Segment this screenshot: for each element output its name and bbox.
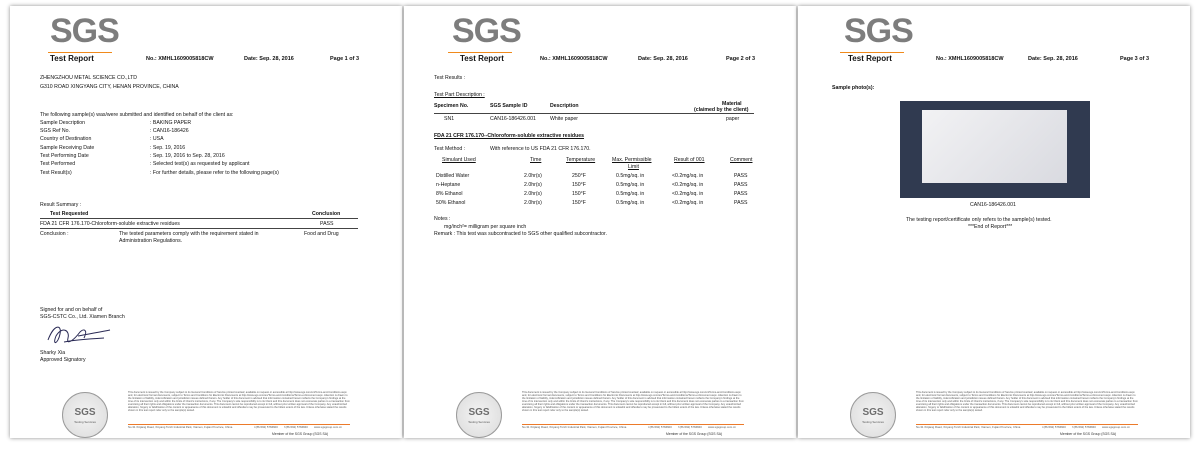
summary-col-test: Test Requested xyxy=(50,211,89,217)
conclusion-text: The tested parameters comply with the requirement stated in xyxy=(119,231,259,237)
table-header: Temperature xyxy=(566,157,596,163)
footer-phone: t (86-592) 5766600 xyxy=(1042,425,1066,429)
field-label: Test Performed xyxy=(40,161,76,167)
table-cell: PASS xyxy=(734,191,748,197)
conclusion-text: Food and Drug xyxy=(304,231,339,237)
table-header: Time xyxy=(530,157,542,163)
signed-on-behalf: Signed for and on behalf of xyxy=(40,307,103,313)
report-title: Test Report xyxy=(50,54,94,63)
scope-statement: The testing report/certificate only refers to the sample(s) tested. xyxy=(906,217,1052,223)
report-number: No.: XMHL1609005818CW xyxy=(540,56,608,62)
report-number: No.: XMHL1609005818CW xyxy=(146,56,214,62)
test-method-text: With reference to US FDA 21 CFR 176.170. xyxy=(490,146,591,152)
field-value: : Sep. 19, 2016 xyxy=(150,145,186,151)
field-label: Test Performing Date xyxy=(40,153,89,159)
table-cell: 150°F xyxy=(572,200,586,206)
report-page-3 xyxy=(798,6,1190,438)
summary-label: Result Summary : xyxy=(40,202,82,208)
summary-result: PASS xyxy=(320,221,334,227)
summary-divider xyxy=(40,218,358,219)
report-page-1 xyxy=(10,6,402,438)
footer-address: No.31 Xinjiang Road, Xinyang Torch Industrial Park, Xiamen, Fujian Province, China xyxy=(522,425,627,429)
footer-web: www.sgsgroup.com.cn xyxy=(1102,425,1130,429)
footer-phone: t (86-592) 5766600 xyxy=(254,425,278,429)
footer-address: No.31 Xinjiang Road, Xinyang Torch Industrial Park, Xiamen, Fujian Province, China xyxy=(128,425,233,429)
client-address: G310 ROAD XINGYANG CITY, HENAN PROVINCE, CHINA xyxy=(40,84,179,90)
signature-image xyxy=(44,320,114,348)
report-number: No.: XMHL1609005818CW xyxy=(936,56,1004,62)
table-header: Comment xyxy=(730,157,753,163)
table-header: Result of 001 xyxy=(674,157,705,163)
table-cell: 0.5mg/sq. in xyxy=(616,173,645,179)
seal-subtext: Testing Services xyxy=(74,420,96,424)
table-header: Limit xyxy=(628,164,639,170)
report-date: Date: Sep. 28, 2016 xyxy=(244,56,294,62)
summary-col-conclusion: Conclusion xyxy=(312,211,341,217)
spec-header: Specimen No. xyxy=(434,103,469,109)
end-of-report: ***End of Report*** xyxy=(968,224,1013,230)
table-cell: 150°F xyxy=(572,182,586,188)
signer-name: Sharky Xia xyxy=(40,350,66,356)
footer-fax: f (86-592) 5766840 xyxy=(678,425,702,429)
seal-subtext: Testing Services xyxy=(468,420,490,424)
field-label: SGS Ref No. xyxy=(40,128,70,134)
table-cell: 0.5mg/sq. in xyxy=(616,182,645,188)
table-header: Max. Permissible xyxy=(612,157,652,163)
field-value: : For further details, please refer to the following page(s) xyxy=(150,170,279,176)
terms-fine-print: This document is issued by the Company subject to its General Conditions of Service printed overleaf, available on request or accessible at http://www.sgs.com/en/Terms-and-Conditions.aspx and, for electronic format documents, subject to Terms and Conditions for Electronic Documents at http://www.sgs.com/en/Terms-and-Conditions/Terms-e-Document.aspx. Attention is drawn to the limitation of liability, indemnification and jurisdiction issues defined therein. Any holder of this document is advised that information contained hereon reflects the Company's findings at the time of its intervention only and within the limits of Client's instructions, if any. The Company's sole responsibility is to its Client and this document does not exonerate parties to a transaction from exercising all their rights and obligations under the transaction documents. This document cannot be reproduced except in full, without prior written approval of the Company. Any unauthorized alteration, forgery or falsification of the content or appearance of this document is unlawful and offenders may be prosecuted to the fullest extent of the law. Unless otherwise stated the results shown in this test report refer only to the sample(s) tested. xyxy=(916,391,1138,412)
spec-cell: White paper xyxy=(550,116,578,122)
fda-section-title: FDA 21 CFR 176.170--Chloroform-soluble extractive residues xyxy=(434,133,585,139)
header-accent-line xyxy=(448,52,512,53)
conclusion-label: Conclusion : xyxy=(40,231,69,237)
signed-company: SGS-CSTC Co., Ltd. Xiamen Branch xyxy=(40,314,125,320)
page-number: Page 2 of 3 xyxy=(726,56,756,62)
table-cell: PASS xyxy=(734,182,748,188)
notes-label: Notes : xyxy=(434,216,451,222)
table-cell: <0.2mg/sq. in xyxy=(672,200,704,206)
intro-text: The following sample(s) was/were submitted and identified on behalf of the client as: xyxy=(40,112,234,118)
field-label: Test Result(s) xyxy=(40,170,72,176)
table-cell: 8% Ethanol xyxy=(436,191,463,197)
footer-web: www.sgsgroup.com.cn xyxy=(708,425,736,429)
footer-phone: t (86-592) 5766600 xyxy=(648,425,672,429)
spec-header: (claimed by the client) xyxy=(694,107,749,113)
table-cell: n-Heptane xyxy=(436,182,461,188)
spec-divider xyxy=(434,113,754,114)
field-value: : BAKING PAPER xyxy=(150,120,192,126)
sample-photo-label: Sample photo(s): xyxy=(832,85,875,91)
table-cell: 2.0hr(s) xyxy=(524,182,542,188)
sgs-member: Member of the SGS Group (SGS SA) xyxy=(272,432,329,436)
footer-fax: f (86-592) 5766840 xyxy=(1072,425,1096,429)
seal-logo-text: SGS xyxy=(74,407,96,418)
page-number: Page 1 of 3 xyxy=(330,56,360,62)
footer-fax: f (86-592) 5766840 xyxy=(284,425,308,429)
baking-paper-sample xyxy=(922,110,1067,183)
spec-cell: paper xyxy=(726,116,740,122)
seal-logo-text: SGS xyxy=(862,407,884,418)
sgs-member: Member of the SGS Group (SGS SA) xyxy=(1060,432,1117,436)
report-date: Date: Sep. 28, 2016 xyxy=(638,56,688,62)
terms-fine-print: This document is issued by the Company subject to its General Conditions of Service printed overleaf, available on request or accessible at http://www.sgs.com/en/Terms-and-Conditions.aspx and, for electronic format documents, subject to Terms and Conditions for Electronic Documents at http://www.sgs.com/en/Terms-and-Conditions/Terms-e-Document.aspx. Attention is drawn to the limitation of liability, indemnification and jurisdiction issues defined therein. Any holder of this document is advised that information contained hereon reflects the Company's findings at the time of its intervention only and within the limits of Client's instructions, if any. The Company's sole responsibility is to its Client and this document does not exonerate parties to a transaction from exercising all their rights and obligations under the transaction documents. This document cannot be reproduced except in full, without prior written approval of the Company. Any unauthorized alteration, forgery or falsification of the content or appearance of this document is unlawful and offenders may be prosecuted to the fullest extent of the law. Unless otherwise stated the results shown in this test report refer only to the sample(s) tested. xyxy=(522,391,744,412)
sgs-logo: SGS xyxy=(844,12,913,50)
sgs-logo: SGS xyxy=(50,12,119,50)
table-cell: PASS xyxy=(734,200,748,206)
field-value: : Sep. 19, 2016 to Sep. 28, 2016 xyxy=(150,153,225,159)
sgs-member: Member of the SGS Group (SGS SA) xyxy=(666,432,723,436)
table-cell: <0.2mg/sq. in xyxy=(672,191,704,197)
page-number: Page 3 of 3 xyxy=(1120,56,1150,62)
header-accent-line xyxy=(840,52,904,53)
test-results-label: Test Results : xyxy=(434,75,466,81)
table-cell: 2.0hr(s) xyxy=(524,173,542,179)
notes-text: mg/inch²= milligram per square inch xyxy=(444,224,527,230)
field-value: : CAN16-186426 xyxy=(150,128,189,134)
table-cell: 250°F xyxy=(572,173,586,179)
report-date: Date: Sep. 28, 2016 xyxy=(1028,56,1078,62)
field-label: Sample Receiving Date xyxy=(40,145,95,151)
spec-header: SGS Sample ID xyxy=(490,103,528,109)
field-label: Country of Destination xyxy=(40,136,92,142)
part-description-label: Test Part Description : xyxy=(434,92,485,98)
spec-header: Material xyxy=(722,101,742,107)
photo-caption: CAN16-186426.001 xyxy=(970,202,1016,208)
table-cell: <0.2mg/sq. in xyxy=(672,173,704,179)
client-company: ZHENGZHOU METAL SCIENCE CO.,LTD xyxy=(40,75,138,81)
table-cell: 2.0hr(s) xyxy=(524,200,542,206)
signer-title: Approved Signatory xyxy=(40,357,86,363)
table-cell: Distilled Water xyxy=(436,173,470,179)
seal-subtext: Testing Services xyxy=(862,420,884,424)
table-cell: <0.2mg/sq. in xyxy=(672,182,704,188)
spec-header: Description xyxy=(550,103,579,109)
spec-cell: SN1 xyxy=(444,116,455,122)
footer-web: www.sgsgroup.com.cn xyxy=(314,425,342,429)
terms-fine-print: This document is issued by the Company subject to its General Conditions of Service printed overleaf, available on request or accessible at http://www.sgs.com/en/Terms-and-Conditions.aspx and, for electronic format documents, subject to Terms and Conditions for Electronic Documents at http://www.sgs.com/en/Terms-and-Conditions/Terms-e-Document.aspx. Attention is drawn to the limitation of liability, indemnification and jurisdiction issues defined therein. Any holder of this document is advised that information contained hereon reflects the Company's findings at the time of its intervention only and within the limits of Client's instructions, if any. The Company's sole responsibility is to its Client and this document does not exonerate parties to a transaction from exercising all their rights and obligations under the transaction documents. This document cannot be reproduced except in full, without prior written approval of the Company. Any unauthorized alteration, forgery or falsification of the content or appearance of this document is unlawful and offenders may be prosecuted to the fullest extent of the law. Unless otherwise stated the results shown in this test report refer only to the sample(s) tested. xyxy=(128,391,350,412)
table-cell: 50% Ethanol xyxy=(436,200,466,206)
field-value: : USA xyxy=(150,136,164,142)
table-cell: 2.0hr(s) xyxy=(524,191,542,197)
sgs-seal xyxy=(62,392,108,438)
sgs-seal xyxy=(456,392,502,438)
conclusion-text: Administration Regulations. xyxy=(119,238,183,244)
sample-photo xyxy=(900,101,1090,198)
table-cell: 150°F xyxy=(572,191,586,197)
footer-address: No.31 Xinjiang Road, Xinyang Torch Industrial Park, Xiamen, Fujian Province, China xyxy=(916,425,1021,429)
seal-logo-text: SGS xyxy=(468,407,490,418)
report-page-2 xyxy=(404,6,796,438)
test-method-label: Test Method : xyxy=(434,146,466,152)
field-label: Sample Description xyxy=(40,120,85,126)
remark-text: Remark : This test was subcontracted to SGS other qualified subcontractor. xyxy=(434,231,607,237)
report-title: Test Report xyxy=(848,54,892,63)
report-title: Test Report xyxy=(460,54,504,63)
sgs-seal xyxy=(850,392,896,438)
table-cell: 0.5mg/sq. in xyxy=(616,191,645,197)
table-cell: 0.5mg/sq. in xyxy=(616,200,645,206)
sgs-logo: SGS xyxy=(452,12,521,50)
table-header: Simulant Used xyxy=(442,157,476,163)
spec-cell: CAN16-186426.001 xyxy=(490,116,536,122)
summary-divider xyxy=(40,228,358,229)
field-value: : Selected test(s) as requested by applicant xyxy=(150,161,250,167)
header-accent-line xyxy=(48,52,112,53)
table-cell: PASS xyxy=(734,173,748,179)
summary-test: FDA 21 CFR 176.170-Chloroform-soluble extractive residues xyxy=(40,221,180,227)
